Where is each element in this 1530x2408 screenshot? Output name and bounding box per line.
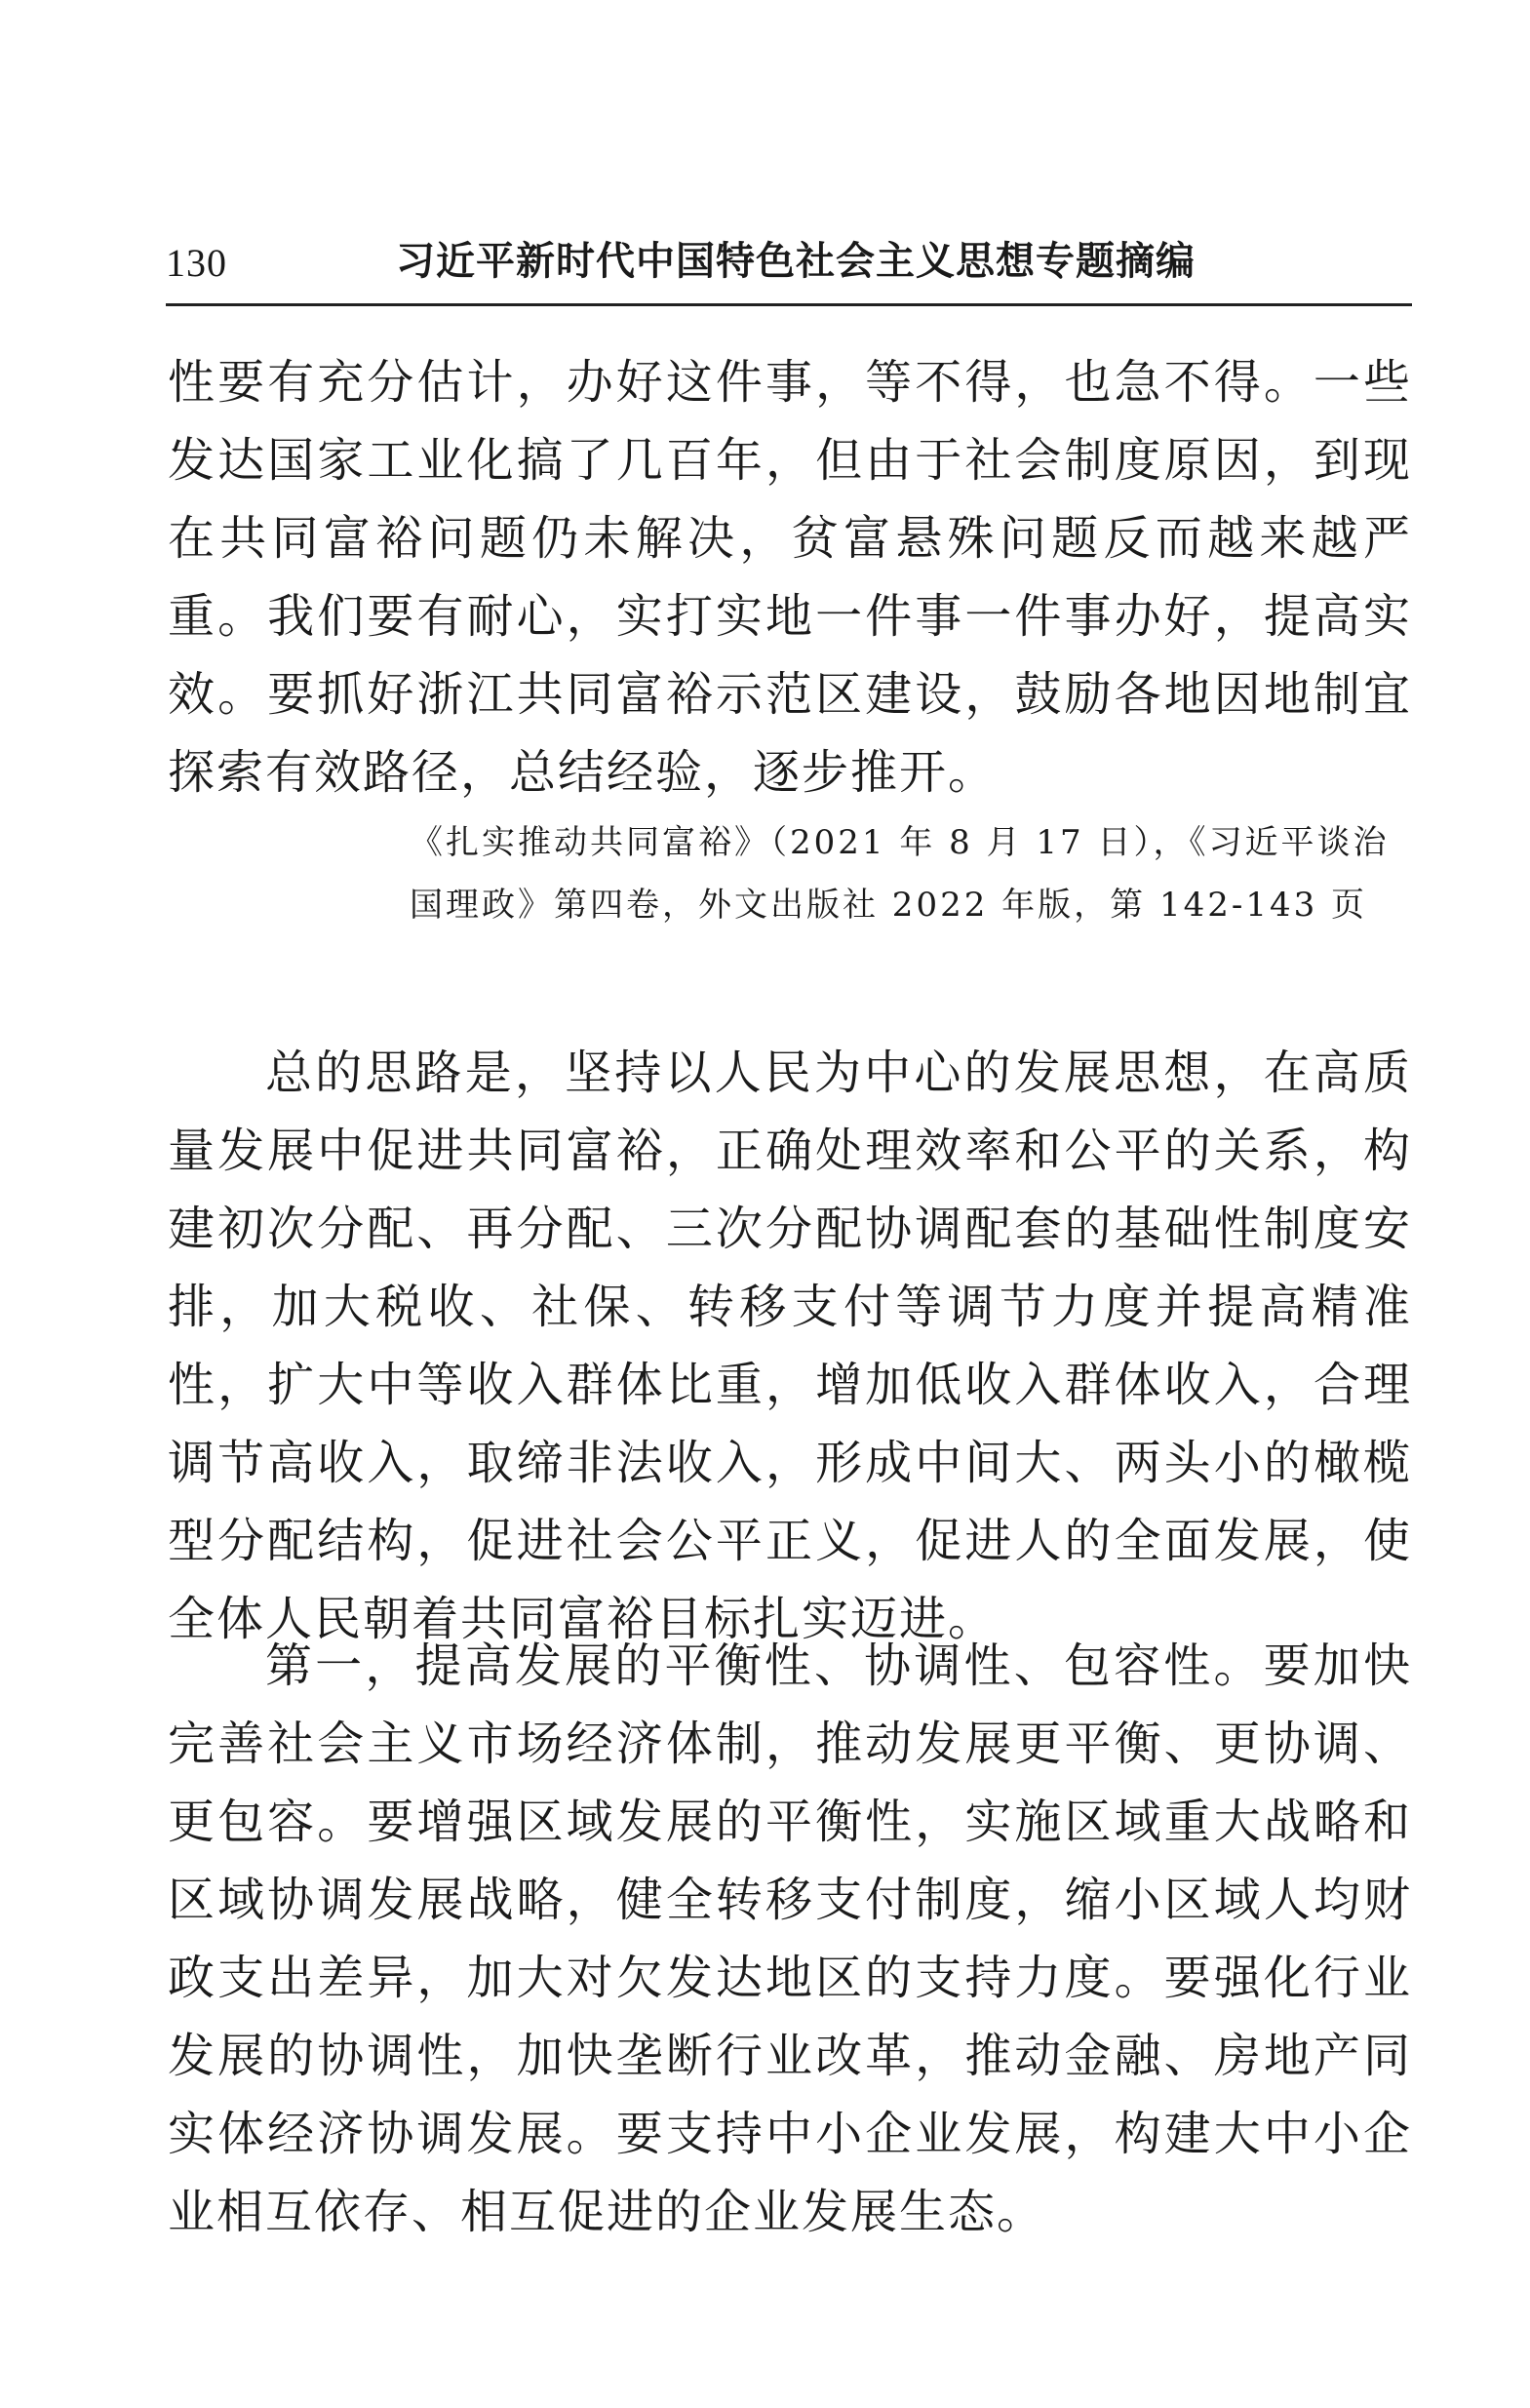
page-number: 130	[166, 241, 227, 285]
header-divider	[166, 303, 1412, 306]
source-citation: 《扎实推动共同富裕》（2021 年 8 月 17 日），《习近平谈治国理政》第四卷，外文出版社 2022 年版，第 142-143 页	[410, 823, 1390, 925]
page-header	[166, 232, 1412, 300]
paragraph-general-approach: 总的思路是，坚持以人民为中心的发展思想，在高质量发展中促进共同富裕，正确处理效率和公平的关系，构建初次分配、再分配、三次分配协调配套的基础性制度安排，加大税收、社保、转移支付等调节力度并提高精准性，扩大中等收入群体比重，增加低收入群体收入，合理调节高收入，取缔非法收入，形成中间大、两头小的橄榄型分配结构，促进社会公平正义，促进人的全面发展，使全体人民朝着共同富裕目标扎实迈进。	[168, 1046, 1412, 1646]
running-title: 习近平新时代中国特色社会主义思想专题摘编	[396, 239, 1196, 284]
paragraph-continued: 性要有充分估计，办好这件事，等不得，也急不得。一些发达国家工业化搞了几百年，但由于社会制度原因，到现在共同富裕问题仍未解决，贫富悬殊问题反而越来越严重。我们要有耐心，实打实地一件事一件事办好，提高实效。要抓好浙江共同富裕示范区建设，鼓励各地因地制宜探索有效路径，总结经验，逐步推开。	[168, 355, 1412, 800]
paragraph-first-point: 第一，提高发展的平衡性、协调性、包容性。要加快完善社会主义市场经济体制，推动发展更平衡、更协调、更包容。要增强区域发展的平衡性，实施区域重大战略和区域协调发展战略，健全转移支付制度，缩小区域人均财政支出差异，加大对欠发达地区的支持力度。要强化行业发展的协调性，加快垄断行业改革，推动金融、房地产同实体经济协调发展。要支持中小企业发展，构建大中小企业相互依存、相互促进的企业发展生态。	[168, 1638, 1412, 2239]
